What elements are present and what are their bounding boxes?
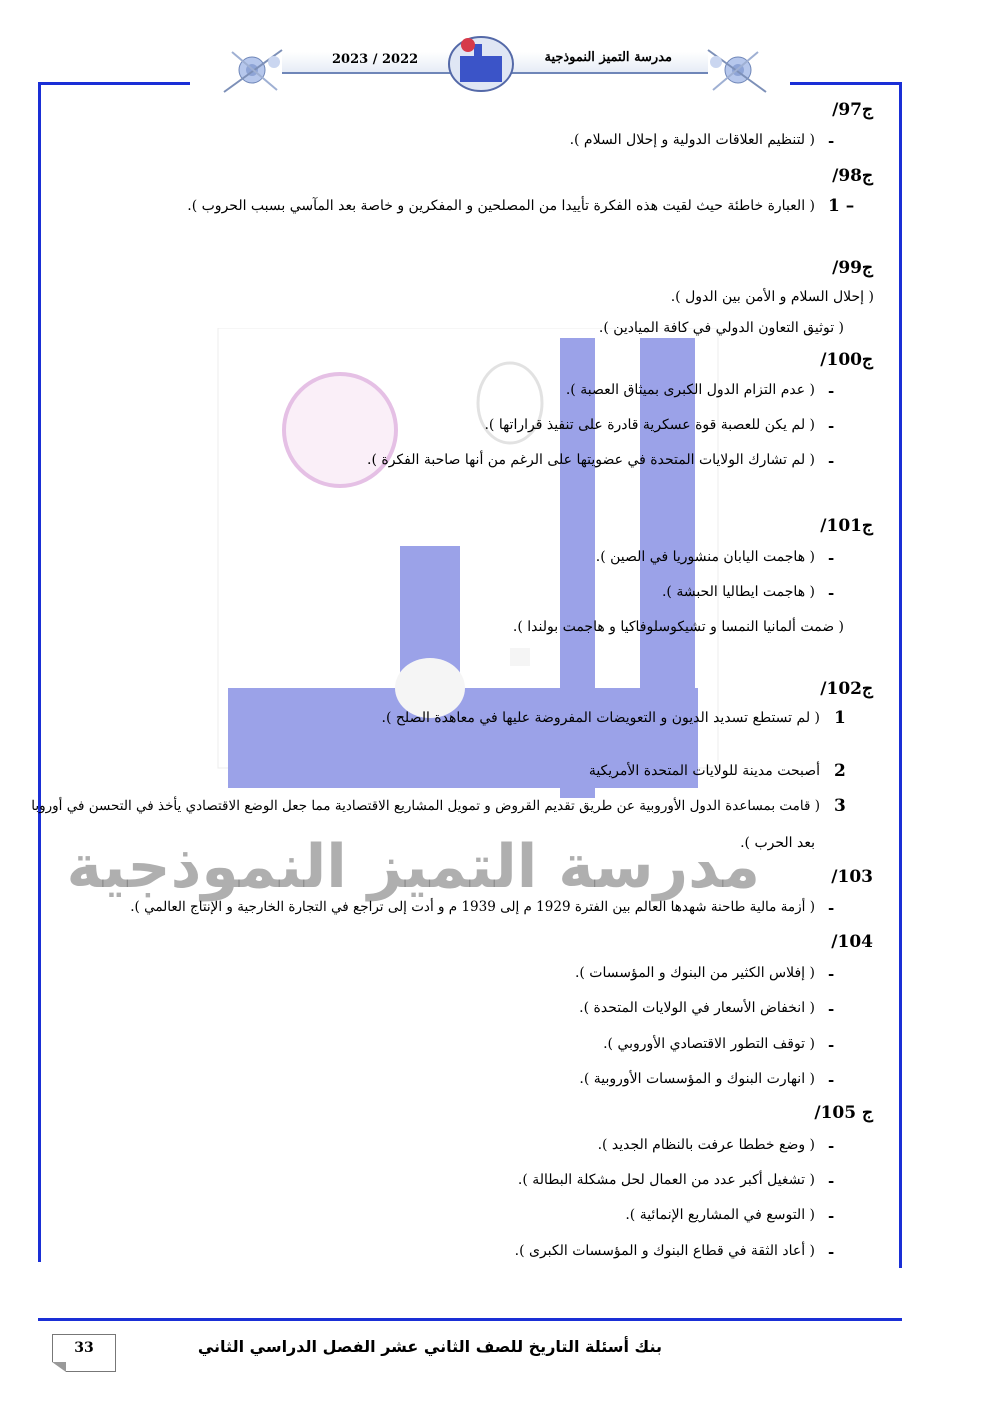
answer-100-item: ( عدم التزام الدول الكبرى بميثاق العصبة ). — [565, 382, 815, 398]
frame-bottom — [38, 1318, 902, 1321]
item-number: 3 — [834, 796, 846, 816]
page-number: 33 — [52, 1334, 116, 1372]
bullet-dash: - — [828, 417, 835, 435]
answer-101-item: ( هاجمت اليابان منشوريا في الصين ). — [595, 549, 815, 565]
frame-top-left — [38, 82, 190, 85]
answer-104-item: ( انخفاض الأسعار في الولايات المتحدة ). — [579, 1000, 815, 1016]
flower-ornament-icon — [698, 42, 768, 98]
footer-title: بنك أسئلة التاريخ للصف الثاني عشر الفصل الدراسي الثاني — [197, 1337, 662, 1356]
item-number: 1 — [834, 708, 846, 728]
flower-ornament-icon — [222, 42, 292, 98]
bullet-dash: - — [828, 549, 835, 567]
bullet-dash: - — [828, 1071, 835, 1089]
answer-label-102: ج102/ — [820, 679, 873, 699]
answer-98-item: ( العبارة خاطئة حيث لقيت هذه الفكرة تأييدا من المصلحين و المفكرين و خاصة بعد المآسي بسبب الحروب ). — [187, 198, 815, 214]
bullet-dash: - — [828, 132, 835, 150]
answer-103-item: ( أزمة مالية طاحنة شهدها العالم بين الفترة 1929 م إلى 1939 م و أدت إلى تراجع في التجارة الخارجية و الإنتاج العالمي ). — [130, 899, 815, 915]
answer-104-item: ( توقف التطور الاقتصادي الأوروبي ). — [603, 1036, 815, 1052]
bullet-dash: - — [828, 1207, 835, 1225]
answer-104-item: ( إفلاس الكثير من البنوك و المؤسسات ). — [574, 965, 815, 981]
answer-label-100: ج100/ — [820, 350, 873, 370]
answer-100-item: ( لم تشارك الولايات المتحدة في عضويتها على الرغم من أنها صاحبة الفكرة ). — [367, 452, 815, 468]
frame-top-right — [790, 82, 902, 85]
bullet-dash: - — [828, 452, 835, 470]
item-number: 2 — [834, 761, 846, 781]
bullet-dash: - — [828, 1137, 835, 1155]
bullet-dash: - — [828, 584, 835, 602]
answer-101-item: ( هاجمت ايطاليا الحبشة ). — [661, 584, 815, 600]
answer-label-98: ج98/ — [832, 166, 873, 186]
answer-label-99: ج99/ — [832, 258, 873, 278]
answer-102-item: ( قامت بمساعدة الدول الأوروبية عن طريق تقديم القروض و تمويل المشاريع الاقتصادية مما جعل الوضع الاقتصادي يأخذ في التحسن في أوروبا — [31, 798, 820, 814]
bullet-dash: - — [828, 382, 835, 400]
item-number: 1 – — [828, 196, 855, 216]
answer-99-item: ( توثيق التعاون الدولي في كافة الميادين ). — [598, 320, 844, 336]
bullet-dash: - — [828, 1000, 835, 1018]
answer-102-item: ( لم تستطع تسديد الديون و التعويضات المفروضة عليها في معاهدة الصلح ). — [381, 710, 820, 726]
answer-label-104: 104/ — [831, 932, 873, 952]
answer-label-103: 103/ — [831, 867, 873, 887]
answer-label-101: ج101/ — [820, 516, 873, 536]
watermark-text: مدرسة التميز النموذجية — [66, 832, 760, 902]
header-banner — [222, 38, 768, 98]
bullet-dash: - — [828, 1036, 835, 1054]
answer-label-105: ج 105/ — [814, 1103, 873, 1123]
bullet-dash: - — [828, 965, 835, 983]
answer-label-97: ج97/ — [832, 100, 873, 120]
answer-104-item: ( انهارت البنوك و المؤسسات الأوروبية ). — [579, 1071, 815, 1087]
answer-105-item: ( التوسع في المشاريع الإنمائية ). — [625, 1207, 815, 1223]
frame-right — [899, 82, 902, 1268]
answer-102-item: بعد الحرب ). — [740, 835, 815, 851]
school-logo-icon — [448, 34, 514, 92]
answer-100-item: ( لم يكن للعصبة قوة عسكرية قادرة على تنفيذ قراراتها ). — [484, 417, 815, 433]
answer-105-item: ( أعاد الثقة في قطاع البنوك و المؤسسات الكبرى ). — [514, 1243, 815, 1259]
school-name: مدرسة التميز النموذجية — [544, 50, 672, 65]
academic-year: 2023 / 2022 — [332, 52, 419, 67]
answer-97-item: ( لتنظيم العلاقات الدولية و إحلال السلام ). — [569, 132, 815, 148]
bullet-dash: - — [828, 1243, 835, 1261]
frame-left — [38, 82, 41, 1262]
answer-101-item: ( ضمت ألمانيا النمسا و تشيكوسلوفاكيا و هاجمت بولندا ). — [512, 619, 844, 635]
answer-102-item: أصبحت مدينة للولايات المتحدة الأمريكية — [588, 763, 820, 779]
answer-105-item: ( وضع خططا عرفت بالنظام الجديد ). — [597, 1137, 815, 1153]
answer-99-item: ( إحلال السلام و الأمن بين الدول ). — [670, 289, 874, 305]
answer-105-item: ( تشغيل أكبر عدد من العمال لحل مشكلة البطالة ). — [517, 1172, 815, 1188]
bullet-dash: - — [828, 1172, 835, 1190]
bullet-dash: - — [828, 899, 835, 917]
